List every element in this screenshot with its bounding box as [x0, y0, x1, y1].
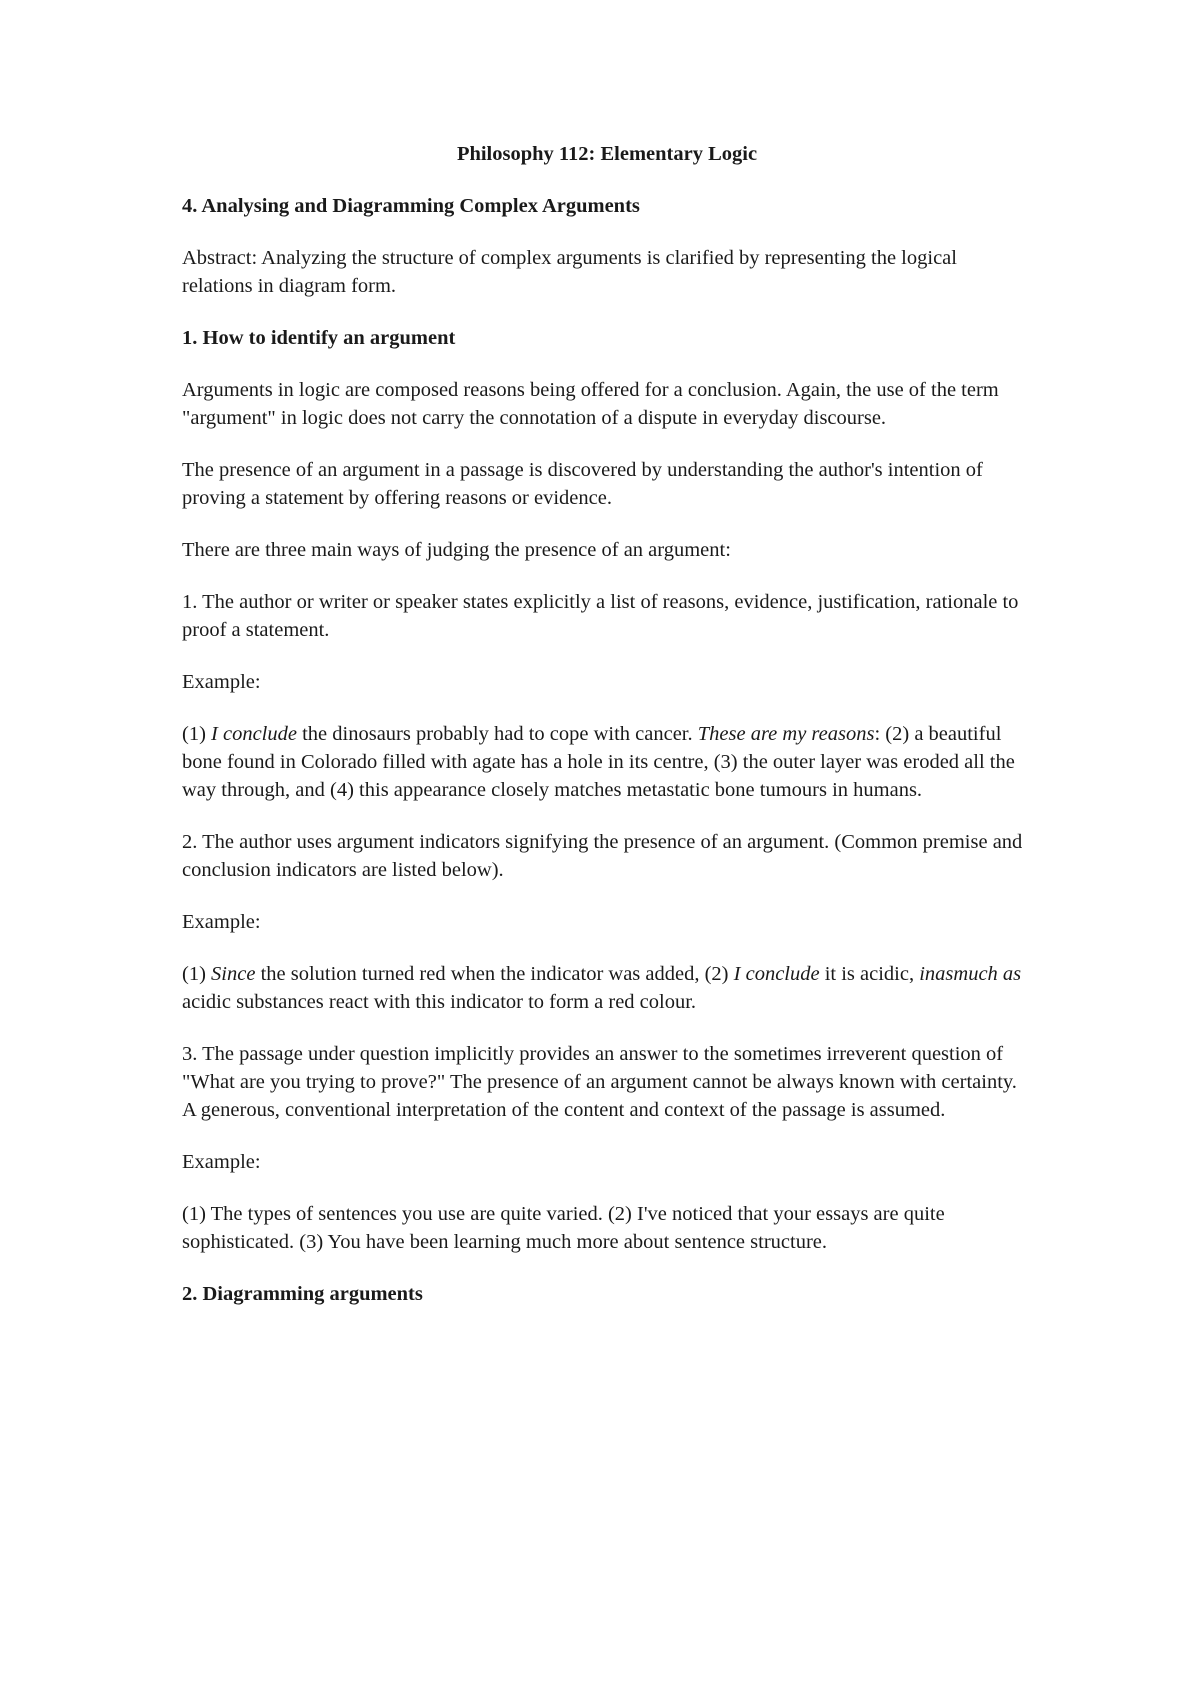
example-2-text: it is acidic,	[819, 963, 920, 985]
example-1-italic: These are my reasons	[697, 723, 875, 745]
example-1	[182, 720, 1032, 804]
example-2-italic: I conclude	[733, 963, 820, 985]
chapter-heading: 4. Analysing and Diagramming Complex Arguments	[182, 195, 640, 217]
example-1-text: the dinosaurs probably had to cope with cancer.	[296, 723, 698, 745]
example-2-text: (1)	[182, 963, 212, 985]
example-1-italic: I conclude	[211, 723, 297, 745]
example-1-text: : (2) a beautiful bone found in Colorado filled with agate has a hole in its centre, (3) the outer layer was eroded all the way through, and (4) this appearance closely matches metastatic bone tumours in humans.	[182, 723, 1015, 801]
example-3: (1) The types of sentences you use are quite varied. (2) I've noticed that your essays are quite sophisticated. (3) You have been learning much more about sentence structure.	[182, 1203, 945, 1253]
paragraph-presence: The presence of an argument in a passage is discovered by understanding the author's intention of proving a statement by offering reasons or evidence.	[182, 459, 983, 509]
paragraph-arguments-in-logic: Arguments in logic are composed reasons being offered for a conclusion. Again, the use of the term "argument" in logic does not carry the connotation of a dispute in everyday discourse.	[182, 379, 999, 429]
example-2-text: acidic substances react with this indicator to form a red colour.	[182, 991, 697, 1013]
document-title: Philosophy 112: Elementary Logic	[456, 143, 758, 165]
paragraph-three-ways: There are three main ways of judging the presence of an argument:	[182, 539, 731, 561]
example-2-text: the solution turned red when the indicator was added, (2)	[255, 963, 734, 985]
section-heading-identify: 1. How to identify an argument	[182, 327, 456, 349]
way-2: 2. The author uses argument indicators signifying the presence of an argument. (Common premise and conclusion indicators are listed below).	[182, 831, 1023, 881]
abstract: Abstract: Analyzing the structure of complex arguments is clarified by representing the logical relations in diagram form.	[182, 247, 957, 297]
example-2	[182, 960, 1032, 1016]
example-1-text: (1)	[182, 723, 212, 745]
example-2-italic: inasmuch as	[919, 963, 1022, 985]
example-label-1: Example:	[182, 671, 261, 693]
way-1: 1. The author or writer or speaker states explicitly a list of reasons, evidence, justification, rationale to proof a statement.	[182, 591, 1019, 641]
example-label-2: Example:	[182, 911, 261, 933]
example-2-italic: Since	[211, 963, 256, 985]
section-heading-diagramming: 2. Diagramming arguments	[182, 1283, 423, 1305]
example-label-3: Example:	[182, 1151, 261, 1173]
way-3: 3. The passage under question implicitly provides an answer to the sometimes irreverent question of "What are you trying to prove?" The presence of an argument cannot be always known with certainty. A generous, conventional interpretation of the content and context of the passage is assumed.	[182, 1043, 1017, 1121]
document-page	[182, 140, 1032, 1332]
